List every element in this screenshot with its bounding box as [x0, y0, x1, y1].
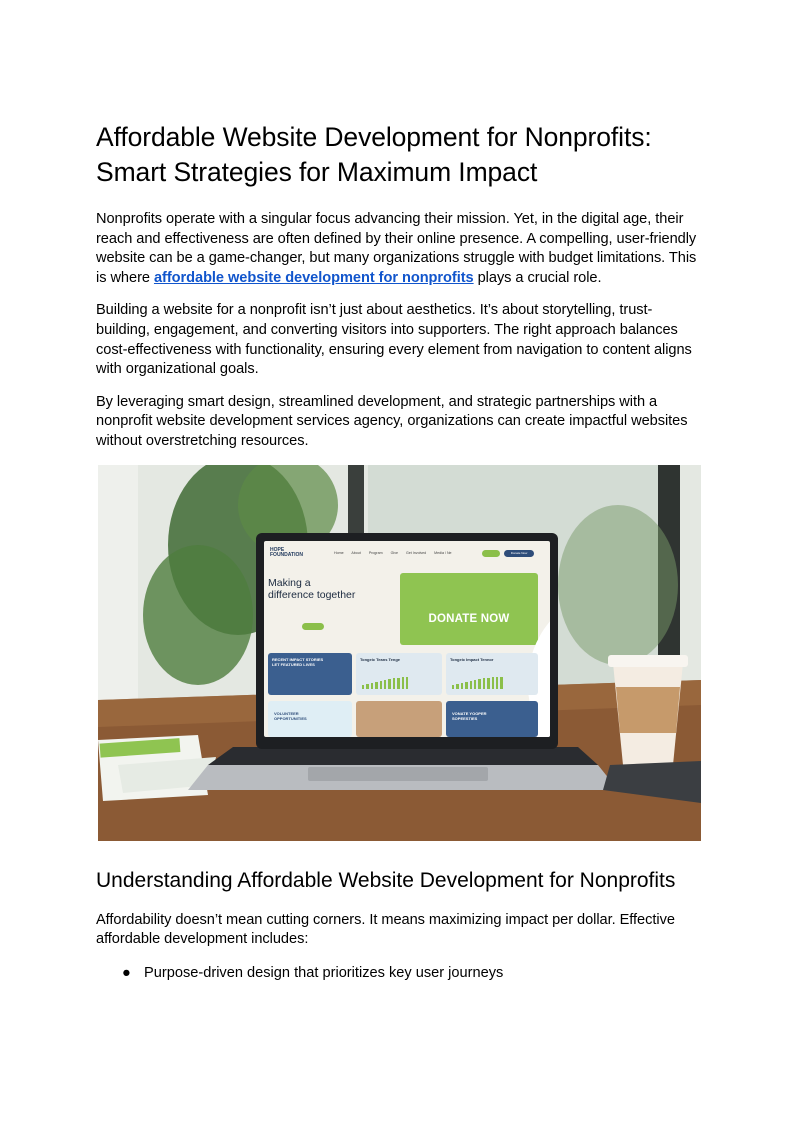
paragraph-2: Building a website for a nonprofit isn’t just about aesthetics. It’s about storytelling, trust-building, engagement, and converting visitors into supporters. The right approach balances cost-effectiveness with functionality, ensuring every element from navigation to content aligns with organizational goals. [96, 302, 692, 378]
nav-item: Get Involved [405, 550, 427, 555]
bullet-list [96, 963, 702, 983]
screen-cta-pill [302, 623, 324, 630]
card2-title: Tongeic Teans Tenge [360, 656, 401, 662]
screen-headline [268, 577, 355, 601]
intro-paragraph [96, 210, 702, 288]
screen-card-stories [268, 653, 352, 695]
row3-line-2: SOPEESTIES [452, 715, 478, 721]
nav-item: Media / Ne [434, 550, 452, 555]
section-heading: Understanding Affordable Website Development for Nonprofits [96, 868, 676, 892]
screen-card-impact-b [446, 653, 538, 695]
screen-donate-panel [400, 573, 538, 645]
list-item-text: Purpose-driven design that prioritizes key user journeys [144, 964, 504, 981]
logo-line-2: FOUNDATION [270, 551, 303, 558]
volunteer-title [274, 711, 307, 721]
screen-subtext-placeholder [268, 607, 388, 617]
screen-card-impact-a [356, 653, 442, 695]
title-line-2: Smart Strategies for Maximum Impact [96, 157, 538, 187]
screen-donate-card [446, 701, 538, 737]
para1-tail: plays a crucial role. [473, 269, 602, 286]
donate-now-label: DONATE NOW [428, 612, 510, 625]
nav-item: Program [368, 550, 383, 555]
bullet-icon: ● [122, 964, 131, 981]
row1-line-1: VOLUNTEER [274, 710, 299, 716]
headline-line-2: difference together [268, 588, 356, 601]
mini-bar-chart [452, 677, 503, 689]
screen-header-pill [482, 550, 500, 557]
paragraph-3: By leveraging smart design, streamlined development, and strategic partnerships with a nonprofit website development services agency, organizations can create impactful websites without overstretching resources. [96, 393, 688, 449]
affordable-dev-link[interactable]: affordable website development for nonprofits [153, 269, 474, 286]
nav-item: Home [334, 550, 344, 555]
card1-line-1: RECENT IMPACT STORIES [272, 656, 324, 662]
logo-line-1: HOPE [270, 546, 285, 553]
laptop-screen [264, 541, 550, 737]
screen-nav [334, 551, 459, 555]
mini-bar-chart [362, 677, 408, 689]
card3-title: Tongeic Impact Tennor [450, 656, 494, 662]
screen-header-button: Donate Now [504, 550, 534, 557]
headline-line-1: Making a [268, 576, 311, 589]
screen-volunteer-card [268, 701, 352, 737]
card1-line-2: LET FEATURED LIVES [272, 661, 315, 667]
row3-line-1: VONATE YOOPER [452, 710, 487, 716]
title-line-1: Affordable Website Development for Nonprofits: [96, 122, 652, 152]
nav-item: About [351, 550, 361, 555]
laptop-photo [98, 465, 701, 841]
screen-logo [270, 548, 303, 558]
row1-line-2: OPPORTUNITIES [274, 715, 307, 721]
screen-people-photo [356, 701, 442, 737]
document-page [96, 120, 702, 983]
card1-title [272, 657, 323, 667]
nav-item: Give [390, 550, 398, 555]
document-title [96, 120, 702, 190]
list-item [96, 963, 702, 983]
row3-title [452, 711, 487, 721]
section-intro: Affordability doesn’t mean cutting corners. It means maximizing impact per dollar. Effective affordable development includes: [96, 911, 675, 948]
para1-text: Nonprofits operate with a singular focus advancing their mission. Yet, in the digital age, their reach and effectiveness are often defined by their online presence. A compelling, user-friendly website can be a game-changer, but many organizations struggle with budget limitations. This is where [96, 211, 697, 286]
